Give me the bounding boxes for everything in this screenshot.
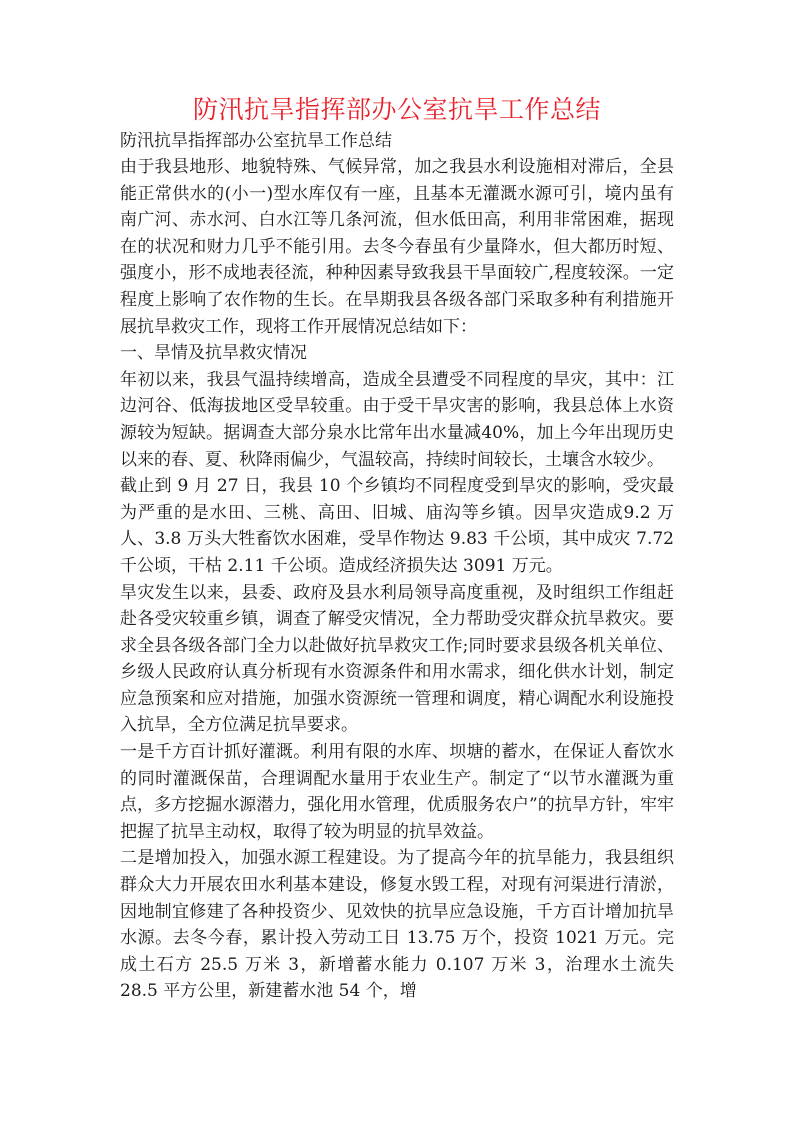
paragraph-damage-stats: 截止到 9 月 27 日，我县 10 个乡镇均不同程度受到旱灾的影响，受灾最为严重的是水田、三桃、高田、旧城、庙沟等乡镇。因旱灾造成9.2 万人、3.8 万头大牲畜饮水困难，受旱作物达 9.83 千公顷，其中成灾 7.72 千公顷，干枯 2.11 千公顷。造成经济损失达 3091 万元。 [120, 476, 674, 576]
paragraph-drought-conditions: 年初以来，我县气温持续增高，造成全县遭受不同程度的旱灾，其中：江边河谷、低海拔地区受旱较重。由于受干旱灾害的影响，我县总体上水资源较为短缺。据调查大部分泉水比常年出水量减40%，加上今年出现历史以来的春、夏、秋降雨偏少，气温较高，持续时间较长，土壤含水较少。 [120, 369, 674, 470]
document-title: 防汛抗旱指挥部办公室抗旱工作总结 [192, 95, 601, 124]
document-subtitle: 防汛抗旱指挥部办公室抗旱工作总结 [120, 131, 392, 151]
paragraph-response: 旱灾发生以来，县委、政府及县水利局领导高度重视，及时组织工作组赶赴各受灾较重乡镇，调查了解受灾情况，全力帮助受灾群众抗旱救灾。要求全县各级各部门全力以赴做好抗旱救灾工作;同时要求县级各机关单位、乡级人民政府认真分析现有水资源条件和用水需求，细化供水计划，制定应急预案和应对措施，加强水资源统一管理和调度，精心调配水利设施投入抗旱，全方位满足抗旱要求。 [120, 582, 674, 736]
paragraph-measure-irrigation: 一是千方百计抓好灌溉。利用有限的水库、坝塘的蓄水，在保证人畜饮水的同时灌溉保苗，合理调配水量用于农业生产。制定了“以节水灌溉为重点，多方挖掘水源潜力，强化用水管理，优质服务农户”的抗旱方针，牢牢把握了抗旱主动权，取得了较为明显的抗旱效益。 [120, 742, 674, 842]
paragraph-intro: 由于我县地形、地貌特殊、气候异常，加之我县水利设施相对滞后，全县能正常供水的(小一)型水库仅有一座，且基本无灌溉水源可引，境内虽有南广河、赤水河、白水江等几条河流，但水低田高，利用非常困难，据现在的状况和财力几乎不能引用。去冬今春虽有少量降水，但大都历时短、强度小，形不成地表径流，种种因素导致我县干旱面较广,程度较深。一定程度上影响了农作物的生长。在旱期我县各级各部门采取多种有利措施开展抗旱救灾工作，现将工作开展情况总结如下： [120, 157, 674, 337]
section-heading: 一、旱情及抗旱救灾情况 [120, 343, 307, 364]
paragraph-measure-investment: 二是增加投入，加强水源工程建设。为了提高今年的抗旱能力，我县组织群众大力开展农田水利基本建设，修复水毁工程，对现有河渠进行清淤，因地制宜修建了各种投资少、见效快的抗旱应急设施，千方百计增加抗旱水源。去冬今春，累计投入劳动工日 13.75 万个，投资 1021 万元。完成土石方 25.5 万米 3，新增蓄水能力 0.107 万米 3，治理水土流失 28.5 平方公里，新建蓄水池 54 个，增 [120, 848, 674, 1002]
